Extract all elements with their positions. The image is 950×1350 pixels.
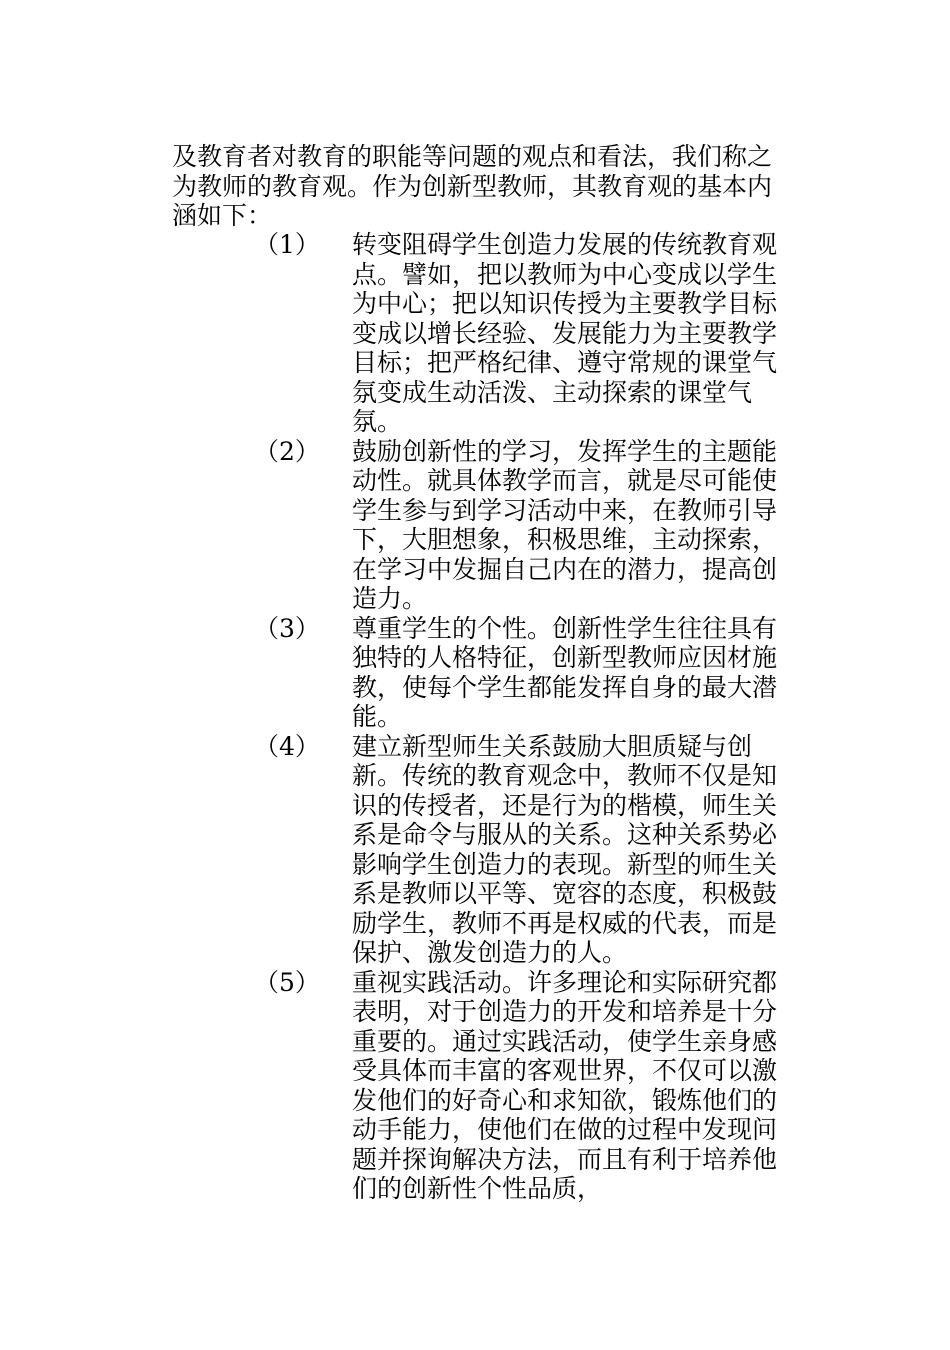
item-text: 建立新型师生关系鼓励大胆质疑与创新。传统的教育观念中，教师不仅是知识的传授者，还是行为的楷模，师生关系是命令与服从的关系。这种关系势必影响学生创造力的表现。新型的师生关系是教师以平等、宽容的态度，积极鼓励学生，教师不再是权威的代表，而是保护、激发创造力的人。	[352, 731, 778, 967]
item-text: 鼓励创新性的学习，发挥学生的主题能动性。就具体教学而言，就是尽可能使学生参与到学习活动中来，在教师引导下，大胆想象，积极思维，主动探索，在学习中发掘自己内在的潜力，提高创造力。	[352, 436, 778, 613]
item-text: 转变阻碍学生创造力发展的传统教育观点。譬如，把以教师为中心变成以学生为中心；把以知识传授为主要教学目标变成以增长经验、发展能力为主要教学目标；把严格纪律、遵守常规的课堂气氛变成生动活泼、主动探索的课堂气氛。	[352, 230, 778, 436]
item-number: （3）	[254, 613, 320, 643]
intro-paragraph: 及教育者对教育的职能等问题的观点和看法，我们称之为教师的教育观。作为创新型教师，其教育观的基本内涵如下：	[172, 142, 773, 230]
numbered-list	[172, 230, 784, 1204]
item-number: （2）	[254, 436, 320, 466]
list-item	[172, 437, 784, 614]
list-item	[172, 230, 784, 437]
item-number: （5）	[254, 967, 320, 997]
item-text: 重视实践活动。许多理论和实际研究都表明，对于创造力的开发和培养是十分重要的。通过实践活动，使学生亲身感受具体而丰富的客观世界，不仅可以激发他们的好奇心和求知欲，锻炼他们的动手能力，使他们在做的过程中发现问题并探询解决方法，而且有利于培养他们的创新性个性品质，	[352, 967, 778, 1203]
item-text: 尊重学生的个性。创新性学生往往具有独特的人格特征，创新型教师应因材施教，使每个学生都能发挥自身的最大潜能。	[352, 613, 778, 731]
list-item	[172, 968, 784, 1204]
item-number: （4）	[254, 731, 320, 761]
list-item	[172, 614, 784, 732]
list-item	[172, 732, 784, 968]
item-number: （1）	[254, 230, 320, 259]
